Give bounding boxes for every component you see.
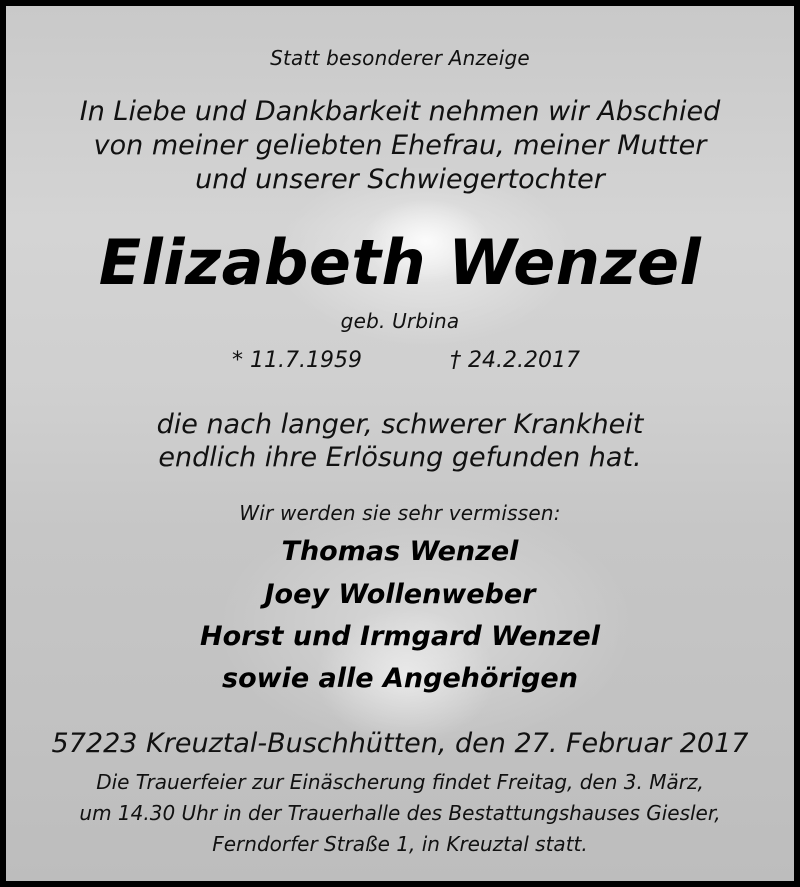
funeral-line-1: Die Trauerfeier zur Einäscherung findet Freitag, den 3. März, bbox=[96, 770, 704, 794]
mourner-4: sowie alle Angehörigen bbox=[222, 663, 578, 694]
mourner-3: Horst und Irmgard Wenzel bbox=[200, 621, 600, 652]
maiden-name: geb. Urbina bbox=[340, 309, 460, 333]
opening-line-2: von meiner geliebten Ehefrau, meiner Mutter bbox=[93, 130, 707, 161]
intro-text: Statt besonderer Anzeige bbox=[270, 46, 530, 70]
text-line-1: die nach langer, schwerer Krankheit bbox=[156, 409, 644, 440]
mourner-2: Joey Wollenweber bbox=[264, 579, 536, 610]
birth-date: * 11.7.1959 bbox=[232, 348, 362, 373]
opening-line-1: In Liebe und Dankbarkeit nehmen wir Abschied bbox=[79, 96, 721, 127]
life-dates bbox=[6, 348, 794, 378]
funeral-line-2: um 14.30 Uhr in der Trauerhalle des Bestattungshauses Giesler, bbox=[79, 801, 721, 825]
text-line-2: endlich ihre Erlösung gefunden hat. bbox=[158, 442, 642, 473]
death-date: † 24.2.2017 bbox=[450, 348, 580, 373]
deceased-name: Elizabeth Wenzel bbox=[98, 226, 702, 299]
opening-line-3: und unserer Schwiegertochter bbox=[195, 164, 605, 195]
place-date: 57223 Kreuztal-Buschhütten, den 27. Februar 2017 bbox=[51, 728, 749, 759]
mourner-1: Thomas Wenzel bbox=[281, 536, 519, 567]
miss-line: Wir werden sie sehr vermissen: bbox=[239, 501, 561, 525]
funeral-line-3: Ferndorfer Straße 1, in Kreuztal statt. bbox=[212, 832, 588, 856]
